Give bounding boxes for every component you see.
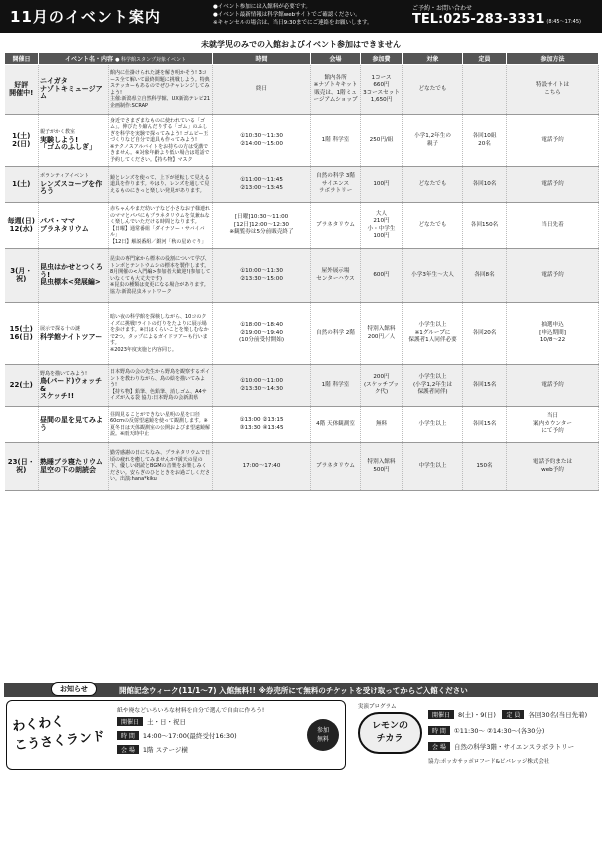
event-capacity: 各回10組 20名: [463, 115, 507, 167]
event-desc: 身近でさまざまなものに使われている「ゴム」。伸びたり縮んだりする「ゴム」のふしぎを科学を実験で探ってみよう! ゴムビー玉づくりなど自分で道具も作ってみよう! ※テクノスアルバイトをお持ちの方は受講できません。※対象年齢より低い場合は電話で予約してください。【持ち物】マスク: [109, 115, 213, 167]
header-note: ●イベント最新情報は科学館webサイトでご確認ください。: [213, 12, 361, 18]
event-place: 1階 科学室: [311, 115, 361, 167]
event-method: 電話予約または web予約: [507, 443, 599, 491]
header-bar: [0, 0, 602, 33]
event-tag: 野鳥を描いてみよう!: [40, 370, 88, 377]
event-desc: 日本野鳥の会の先生から野鳥を観察するポイントを教わりながら、鳥の絵を描いてみよう! 【持ち物】鉛筆、色鉛筆、消しゴム、A4サイズが入る袋 協力:日本野鳥の会新潟県: [109, 365, 213, 407]
event-time: 終日: [213, 65, 311, 115]
event-row: [5, 203, 599, 249]
event-date: 1(土): [5, 167, 39, 203]
event-place: 自然の科学 2階: [311, 303, 361, 365]
event-fee: 特別入館料 500円: [361, 443, 403, 491]
event-name: [39, 443, 109, 491]
free-badge: 参加 無料: [307, 719, 339, 751]
col-fee: 参加費: [361, 53, 403, 65]
event-place: 4階 天体観測室: [311, 407, 361, 443]
event-target: どなたでも: [403, 203, 463, 249]
event-method: 電話予約: [507, 365, 599, 407]
event-target: 小学1,2年生の 親子: [403, 115, 463, 167]
event-desc: 昆虫の専門家から標本の役割について学び、トンボとテントウムシの標本を製作します。8月開催の<入門編>参加者大歓迎!(参加していなくても大丈夫です) ※昆虫の種類は変更になる場合があります。協力:新潟昆虫ネットワーク: [109, 249, 213, 303]
event-place: プラネタリウム: [311, 203, 361, 249]
contact-block: [412, 3, 581, 27]
event-method: 当日 案内カウンター にて予約: [507, 407, 599, 443]
event-row: [5, 443, 599, 491]
event-method: 当日先着: [507, 203, 599, 249]
event-date: 22(土): [5, 365, 39, 407]
event-title: 昆虫はかせとつくろう! 昆虫標本<発展編>: [40, 263, 103, 287]
event-method: 抽選申込 [申込期間] 10/8〜22: [507, 303, 599, 365]
event-title: ニイガタ ナゾトキミュージアム: [40, 77, 103, 101]
event-time: ①10:30〜11:30 ②14:00〜15:00: [213, 115, 311, 167]
event-name: [39, 167, 109, 203]
event-row: [5, 65, 599, 115]
event-capacity: 各回8名: [463, 249, 507, 303]
event-date: 15(土) 16(日): [5, 303, 39, 365]
event-date: 毎週(日) 12(水): [5, 203, 39, 249]
notice-text: 開館記念ウィーク(11/1〜7) 入館無料!! ※券売所にて無料のチケットを受け取ってからご入館ください: [119, 686, 468, 695]
event-name: [39, 249, 109, 303]
event-desc: 勤労感謝の日にちなみ、プラネタリウムで日頃の疲れを癒してみませんか?満天の星の下、優しい朗読とBGMの音楽をお楽しみください。安らぎのひとときをお過ごしください。出演:hana*kiku: [109, 443, 213, 491]
event-title: 実験しよう! 「ゴムのふしぎ」: [40, 135, 96, 152]
event-fee: 250円/組: [361, 115, 403, 167]
event-time: ①13:00 ②13:15 ③13:30 ④13:45: [213, 407, 311, 443]
event-tag: 親子がかく教室: [40, 129, 76, 136]
event-target: 小学生以上 ※1グループに 保護者1人同伴必要: [403, 303, 463, 365]
event-fee: 600円: [361, 249, 403, 303]
event-fee: 無料: [361, 407, 403, 443]
lemon-logo: レモンの チカラ: [358, 712, 422, 754]
event-desc: 赤ちゃんやまだ幼い子など小さなお子様連れのママとパパにもプラネタリウムを気兼ねなく楽しんでいただける時間となります。 【日曜】通常番組「ダイナソー・サバイバル」 【12日】解説番組／銀河「秋の星めぐり」: [109, 203, 213, 249]
event-target: 小学生以上: [403, 407, 463, 443]
event-fee: 100円: [361, 167, 403, 203]
col-capacity: 定員: [463, 53, 507, 65]
event-time: ①11:00〜11:45 ②13:00〜13:45: [213, 167, 311, 203]
event-capacity: 各回15名: [463, 365, 507, 407]
wakuwaku-logo: わくわく こうさくランド: [11, 714, 106, 754]
event-title: 昼間の星を見てみよう: [40, 416, 103, 432]
event-date: 好評 開催中!: [5, 65, 39, 115]
event-capacity: 各回20名: [463, 303, 507, 365]
phone-number[interactable]: TEL:025-283-3331: [412, 12, 545, 27]
event-place: 1階 科学室: [311, 365, 361, 407]
col-place: 会場: [311, 53, 361, 65]
event-name: [39, 115, 109, 167]
event-method: 特設サイトは こちら: [507, 65, 599, 115]
header-notes: [213, 3, 373, 27]
col-target: 対象: [403, 53, 463, 65]
event-desc: 暗い夜の科学館を探検しながら、10コのクイズに挑戦!ライトの灯りをたよりに展示場を歩けます。※日はくらいことを楽しむなかで2つ。タップによるガイドツアーも行います。 ※2023年度実施と内容同じ。: [109, 303, 213, 365]
wakuwaku-row: 時 間 14:00〜17:00(最終受付16:30): [117, 731, 237, 740]
event-row: [5, 407, 599, 443]
event-row: [5, 303, 599, 365]
event-row: [5, 249, 599, 303]
lemon-row: 会 場 自然の科学3階・サイエンスラボラトリー: [428, 742, 574, 751]
header-note: ※キャンセルの場合は、当日9:30までにご連絡をお願いします。: [213, 20, 373, 26]
event-capacity: [463, 65, 507, 115]
header-note: ●イベント参加には入館料が必要です。: [213, 4, 311, 10]
event-desc: 鏡とレンズを使って、上下が逆転して見える道具を作ります。やはり、レンズを通して見えるものにきっと楽しい発見があります。: [109, 167, 213, 203]
event-target: どなたでも: [403, 65, 463, 115]
wakuwaku-row: 開催日 土・日・祝日: [117, 717, 186, 726]
event-capacity: 各回150名: [463, 203, 507, 249]
event-desc: 昼間見ることができない星明の星を口径60cmの反射望遠鏡を使って観測します。※夏冬日は天体観測室の公開およびま望遠鏡解説。※雨天時中止: [109, 407, 213, 443]
lemon-box: [350, 700, 598, 770]
event-target: 小学3年生〜大人: [403, 249, 463, 303]
event-place: 館内各所 ※ナゾトキキット販売は、1階ミュージアムショップ: [311, 65, 361, 115]
page-title: 11月のイベント案内: [10, 8, 161, 26]
event-name: [39, 365, 109, 407]
event-place: プラネタリウム: [311, 443, 361, 491]
event-name: [39, 203, 109, 249]
event-method: 電話予約: [507, 167, 599, 203]
event-target: 小学生以上 (小学1,2年生は 保護者同伴): [403, 365, 463, 407]
event-title: 熟睡プラ寝たリウム 星空の下の朗読会: [40, 458, 103, 474]
event-name: [39, 65, 109, 115]
event-title: 科学館ナイトツアー: [40, 332, 103, 341]
event-name: [39, 407, 109, 443]
notice-bar: [4, 683, 598, 697]
event-time: [日曜]10:30〜11:00 [12日]12:00〜12:30 ※観覧券は5分前販売終了: [213, 203, 311, 249]
event-date: 1(土) 2(日): [5, 115, 39, 167]
lemon-coop: 協力:ポッカサッポロフード&ビバレッジ株式会社: [428, 759, 550, 765]
col-date: 開催日: [5, 53, 39, 65]
event-row: [5, 365, 599, 407]
event-capacity: 各回10名: [463, 167, 507, 203]
event-fee: 200円 (スケッチブック代): [361, 365, 403, 407]
event-fee: 大人 210円 小・中学生 100円: [361, 203, 403, 249]
notice-badge: お知らせ: [51, 682, 97, 696]
event-time: ①10:00〜11:00 ②13:30〜14:30: [213, 365, 311, 407]
event-title: パパ・ママ プラネタリウム: [40, 217, 89, 233]
event-place: 屋外展示場 センターハウス: [311, 249, 361, 303]
col-event: イベント名・内容 ● 科学館スタンプ対象イベント: [39, 53, 213, 65]
event-title: レンズスコープを作ろう: [40, 179, 103, 196]
lemon-row: 開催日 8(土)・9(日) 定 員 各回30名(当日先着): [428, 710, 587, 719]
wakuwaku-row: 会 場 1階 ステージ横: [117, 745, 188, 754]
event-method: 電話予約: [507, 115, 599, 167]
event-capacity: 150名: [463, 443, 507, 491]
event-tag: 展示で探る十の謎: [40, 326, 81, 332]
event-fee: 1コース 660円 3コースセット 1,650円: [361, 65, 403, 115]
event-row: [5, 115, 599, 167]
event-name: [39, 303, 109, 365]
wakuwaku-desc: 紙や廃などいろいろな材料を自分で選んで自由に作ろう!: [117, 708, 265, 714]
event-time: ①10:00〜11:30 ②13:30〜15:00: [213, 249, 311, 303]
event-row: [5, 167, 599, 203]
event-tag: ボランティアイベント: [40, 173, 90, 180]
event-capacity: 各回15名: [463, 407, 507, 443]
event-fee: 特別入館料 200円／人: [361, 303, 403, 365]
event-target: 中学生以上: [403, 443, 463, 491]
col-method: 参加方法: [507, 53, 599, 65]
event-target: どなたでも: [403, 167, 463, 203]
col-time: 時間: [213, 53, 311, 65]
event-time: ①18:00〜18:40 ②19:00〜19:40 (10分前受付開始): [213, 303, 311, 365]
event-title: 鳥(バード)ウォッチ& スケッチ!!: [40, 377, 103, 400]
event-date: 3(月・祝): [5, 249, 39, 303]
contact-label: ご予約・お問い合わせ: [412, 5, 473, 12]
wakuwaku-box: [6, 700, 346, 770]
event-time: 17:00〜17:40: [213, 443, 311, 491]
event-date: [5, 407, 39, 443]
lemon-tagline: 実演プログラム: [358, 704, 397, 710]
events-table: [4, 52, 599, 491]
phone-hours: (8:45〜17:45): [546, 19, 581, 25]
event-date: 23(日・祝): [5, 443, 39, 491]
age-notice-banner: 未就学児のみでの入館およびイベント参加はできません: [201, 40, 401, 49]
event-method: 電話予約: [507, 249, 599, 303]
event-place: 自然の科学 3階 サイエンス ラボラトリー: [311, 167, 361, 203]
table-header-row: [5, 53, 599, 65]
event-desc: 館内に仕掛けられた謎を解き明かそう! 3コース全て解いて最終問題に挑戦しよう。特典ステッカーもあるのでぜひチャレンジしてみよう! 主催:新潟県立自然科学館、UX新潟テレビ21 企画制作:SCRAP: [109, 65, 213, 115]
lemon-row: 時 間 ①11:30〜 ②14:30〜(各30分): [428, 726, 544, 735]
